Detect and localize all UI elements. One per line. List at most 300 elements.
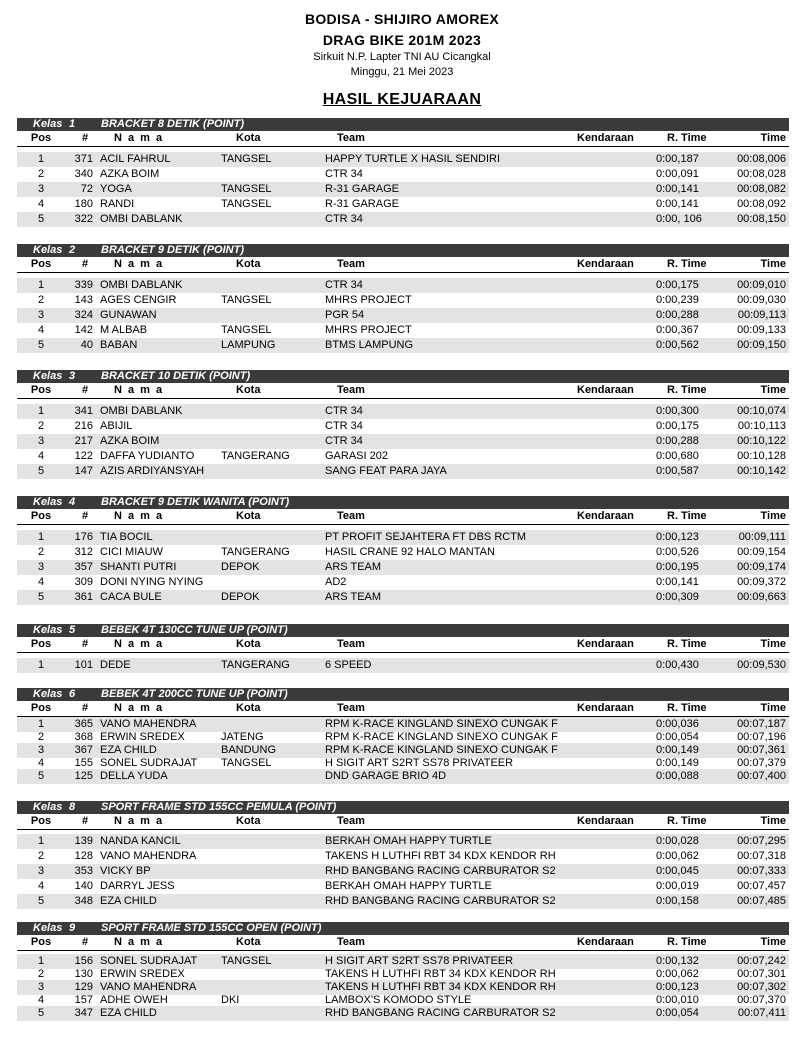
cell-time: 00:07,318 <box>737 850 786 862</box>
cell-rtime: 0:00,123 <box>656 531 699 543</box>
cell-name: BABAN <box>100 339 138 351</box>
cell-rtime: 0:00,309 <box>656 591 699 603</box>
cell-rtime: 0:00,141 <box>656 183 699 195</box>
cell-no: 125 <box>74 770 93 782</box>
cell-time: 00:10,113 <box>737 420 786 432</box>
cell-city: JATENG <box>221 731 264 743</box>
column-header-time: Time <box>760 815 786 827</box>
cell-time: 00:09,154 <box>737 546 786 558</box>
cell-name: AZKA BOIM <box>100 435 160 447</box>
cell-time: 00:09,030 <box>737 294 786 306</box>
cell-pos: 4 <box>37 450 45 462</box>
cell-no: 156 <box>74 955 93 967</box>
cell-rtime: 0:00,239 <box>656 294 699 306</box>
cell-rtime: 0:00,062 <box>656 850 699 862</box>
column-header-team: Team <box>337 258 365 270</box>
column-header-team: Team <box>337 936 365 948</box>
cell-rtime: 0:00,300 <box>656 405 699 417</box>
cell-team: PT PROFIT SEJAHTERA FT DBS RCTM <box>325 531 527 543</box>
cell-no: 361 <box>74 591 93 603</box>
class-name: SPORT FRAME STD 155CC OPEN (POINT) <box>101 922 322 934</box>
cell-pos: 1 <box>37 659 45 671</box>
table-row <box>17 575 789 590</box>
cell-no: 339 <box>74 279 93 291</box>
cell-team: RPM K-RACE KINGLAND SINEXO CUNGAK F <box>325 731 558 743</box>
header-divider <box>17 950 789 951</box>
cell-pos: 3 <box>37 561 45 573</box>
cell-pos: 1 <box>37 405 45 417</box>
table-row <box>17 560 789 575</box>
cell-pos: 1 <box>37 955 45 967</box>
cell-team: CTR 34 <box>325 213 363 225</box>
cell-name: ADHE OWEH <box>100 994 168 1006</box>
cell-pos: 5 <box>37 770 45 782</box>
cell-no: 347 <box>74 1007 93 1019</box>
cell-no: 353 <box>74 865 93 877</box>
cell-city: DEPOK <box>221 561 260 573</box>
class-name: SPORT FRAME STD 155CC PEMULA (POINT) <box>101 801 337 813</box>
cell-pos: 4 <box>37 757 45 769</box>
cell-rtime: 0:00,562 <box>656 339 699 351</box>
cell-name: NANDA KANCIL <box>100 835 181 847</box>
header-divider <box>17 829 789 830</box>
column-header-vehicle: Kendaraan <box>577 510 634 522</box>
cell-name: ABIJIL <box>100 420 133 432</box>
cell-team: SANG FEAT PARA JAYA <box>325 465 447 477</box>
cell-team: LAMBOX'S KOMODO STYLE <box>325 994 472 1006</box>
cell-rtime: 0:00,132 <box>656 955 699 967</box>
results-title: HASIL KEJUARAAN <box>322 91 482 108</box>
cell-pos: 3 <box>37 183 45 195</box>
header-divider <box>17 524 789 525</box>
cell-no: 139 <box>74 835 93 847</box>
event-date: Minggu, 21 Mei 2023 <box>350 66 454 78</box>
cell-name: EZA CHILD <box>100 1007 157 1019</box>
cell-pos: 2 <box>37 850 45 862</box>
class-header-band <box>17 118 789 131</box>
cell-name: SONEL SUDRAJAT <box>100 955 198 967</box>
cell-no: 322 <box>74 213 93 225</box>
table-row <box>17 293 789 308</box>
column-header-row <box>17 257 789 272</box>
cell-name: CICI MIAUW <box>100 546 163 558</box>
class-number: 6 <box>69 688 76 700</box>
class-label: Kelas <box>33 244 63 256</box>
column-header-name: N a m a <box>114 936 164 948</box>
column-header-rtime: R. Time <box>667 936 707 948</box>
cell-pos: 2 <box>37 731 45 743</box>
cell-time: 00:10,122 <box>737 435 786 447</box>
cell-team: CTR 34 <box>325 420 363 432</box>
cell-time: 00:07,400 <box>737 770 786 782</box>
cell-city: BANDUNG <box>221 744 277 756</box>
cell-team: H SIGIT ART S2RT SS78 PRIVATEER <box>325 955 514 967</box>
class-label: Kelas <box>33 624 63 636</box>
class-name: BRACKET 8 DETIK (POINT) <box>101 118 244 130</box>
table-row <box>17 338 789 353</box>
column-header-row <box>17 131 789 146</box>
column-header-name: N a m a <box>114 258 164 270</box>
cell-time: 00:07,333 <box>737 865 786 877</box>
cell-team: HASIL CRANE 92 HALO MANTAN <box>325 546 495 558</box>
column-header-team: Team <box>337 702 365 714</box>
table-row <box>17 308 789 323</box>
cell-no: 130 <box>74 968 93 980</box>
cell-team: GARASI 202 <box>325 450 388 462</box>
cell-team: BERKAH OMAH HAPPY TURTLE <box>325 880 492 892</box>
cell-no: 367 <box>74 744 93 756</box>
column-header-no: # <box>81 936 89 948</box>
column-header-rtime: R. Time <box>667 510 707 522</box>
cell-no: 101 <box>74 659 93 671</box>
class-number: 4 <box>69 496 76 508</box>
cell-name: DELLA YUDA <box>100 770 168 782</box>
cell-name: VANO MAHENDRA <box>100 850 197 862</box>
cell-pos: 3 <box>37 981 45 993</box>
column-header-team: Team <box>337 384 365 396</box>
cell-name: DEDE <box>100 659 131 671</box>
column-header-row <box>17 383 789 398</box>
cell-time: 00:07,361 <box>737 744 786 756</box>
cell-time: 00:08,150 <box>737 213 786 225</box>
class-name: BRACKET 9 DETIK (POINT) <box>101 244 244 256</box>
cell-team: 6 SPEED <box>325 659 372 671</box>
table-row <box>17 278 789 293</box>
cell-rtime: 0:00,587 <box>656 465 699 477</box>
class-number: 8 <box>69 801 76 813</box>
cell-name: RANDI <box>100 198 135 210</box>
cell-team: HAPPY TURTLE X HASIL SENDIRI <box>325 153 501 165</box>
cell-name: VANO MAHENDRA <box>100 981 197 993</box>
cell-no: 140 <box>74 880 93 892</box>
cell-rtime: 0:00,175 <box>656 420 699 432</box>
cell-name: DONI NYING NYING <box>100 576 204 588</box>
cell-pos: 2 <box>37 294 45 306</box>
cell-time: 00:09,663 <box>737 591 786 603</box>
cell-name: TIA BOCIL <box>100 531 153 543</box>
cell-pos: 4 <box>37 324 45 336</box>
cell-pos: 5 <box>37 339 45 351</box>
column-header-no: # <box>81 638 89 650</box>
table-row <box>17 449 789 464</box>
cell-team: RHD BANGBANG RACING CARBURATOR S2 <box>325 865 556 877</box>
table-row <box>17 1006 789 1021</box>
cell-pos: 3 <box>37 435 45 447</box>
class-header-band <box>17 496 789 509</box>
column-header-city: Kota <box>236 702 261 714</box>
cell-name: DAFFA YUDIANTO <box>100 450 195 462</box>
column-header-team: Team <box>337 815 365 827</box>
column-header-pos: Pos <box>30 638 52 650</box>
table-row <box>17 197 789 212</box>
cell-pos: 1 <box>37 718 45 730</box>
column-header-row <box>17 637 789 652</box>
cell-no: 40 <box>80 339 93 351</box>
cell-name: GUNAWAN <box>100 309 157 321</box>
column-header-name: N a m a <box>114 638 164 650</box>
cell-team: MHRS PROJECT <box>325 294 412 306</box>
column-header-team: Team <box>337 510 365 522</box>
cell-pos: 3 <box>37 865 45 877</box>
column-header-time: Time <box>760 258 786 270</box>
class-header-band <box>17 244 789 257</box>
cell-pos: 5 <box>37 1007 45 1019</box>
cell-time: 00:07,302 <box>737 981 786 993</box>
cell-pos: 1 <box>37 835 45 847</box>
cell-name: OMBI DABLANK <box>100 405 183 417</box>
column-header-row <box>17 701 789 716</box>
column-header-city: Kota <box>236 384 261 396</box>
column-header-vehicle: Kendaraan <box>577 132 634 144</box>
table-row <box>17 590 789 605</box>
class-header-band <box>17 624 789 637</box>
column-header-row <box>17 509 789 524</box>
cell-team: RHD BANGBANG RACING CARBURATOR S2 <box>325 895 556 907</box>
table-row <box>17 167 789 182</box>
cell-time: 00:07,242 <box>737 955 786 967</box>
cell-pos: 5 <box>37 895 45 907</box>
column-header-name: N a m a <box>114 132 164 144</box>
column-header-pos: Pos <box>30 258 52 270</box>
column-header-vehicle: Kendaraan <box>577 815 634 827</box>
class-header-band <box>17 801 789 814</box>
column-header-pos: Pos <box>30 510 52 522</box>
table-row <box>17 849 789 864</box>
class-label: Kelas <box>33 496 63 508</box>
cell-no: 128 <box>74 850 93 862</box>
cell-time: 00:09,133 <box>737 324 786 336</box>
cell-team: RPM K-RACE KINGLAND SINEXO CUNGAK F <box>325 718 558 730</box>
cell-team: R-31 GARAGE <box>325 198 399 210</box>
cell-rtime: 0:00,091 <box>656 168 699 180</box>
cell-no: 129 <box>74 981 93 993</box>
cell-city: TANGSEL <box>221 183 272 195</box>
column-header-rtime: R. Time <box>667 815 707 827</box>
column-header-time: Time <box>760 702 786 714</box>
column-header-pos: Pos <box>30 936 52 948</box>
column-header-rtime: R. Time <box>667 258 707 270</box>
cell-city: TANGSEL <box>221 198 272 210</box>
cell-name: ERWIN SREDEX <box>100 731 185 743</box>
cell-rtime: 0:00,187 <box>656 153 699 165</box>
column-header-no: # <box>81 258 89 270</box>
cell-name: VICKY BP <box>100 865 151 877</box>
column-header-name: N a m a <box>114 384 164 396</box>
table-row <box>17 545 789 560</box>
cell-no: 216 <box>74 420 93 432</box>
class-label: Kelas <box>33 801 63 813</box>
cell-rtime: 0:00,288 <box>656 309 699 321</box>
cell-no: 348 <box>74 895 93 907</box>
table-row <box>17 152 789 167</box>
column-header-name: N a m a <box>114 510 164 522</box>
cell-rtime: 0:00,141 <box>656 198 699 210</box>
cell-pos: 4 <box>37 994 45 1006</box>
cell-pos: 1 <box>37 153 45 165</box>
event-subtitle: DRAG BIKE 201M 2023 <box>322 32 482 48</box>
cell-team: MHRS PROJECT <box>325 324 412 336</box>
cell-time: 00:07,457 <box>737 880 786 892</box>
cell-team: TAKENS H LUTHFI RBT 34 KDX KENDOR RH <box>325 968 556 980</box>
cell-city: DKI <box>221 994 240 1006</box>
cell-team: H SIGIT ART S2RT SS78 PRIVATEER <box>325 757 514 769</box>
table-row <box>17 323 789 338</box>
column-header-city: Kota <box>236 132 261 144</box>
table-row <box>17 769 789 784</box>
cell-rtime: 0:00,028 <box>656 835 699 847</box>
cell-team: ARS TEAM <box>325 561 382 573</box>
cell-rtime: 0:00,054 <box>656 731 699 743</box>
class-number: 9 <box>69 922 76 934</box>
cell-city: TANGERANG <box>221 450 290 462</box>
class-header-band <box>17 688 789 701</box>
class-name: BEBEK 4T 200CC TUNE UP (POINT) <box>101 688 288 700</box>
cell-rtime: 0:00,088 <box>656 770 699 782</box>
cell-time: 00:08,006 <box>737 153 786 165</box>
column-header-no: # <box>81 510 89 522</box>
cell-time: 00:07,370 <box>737 994 786 1006</box>
cell-pos: 4 <box>37 576 45 588</box>
class-name: BRACKET 10 DETIK (POINT) <box>101 370 251 382</box>
cell-name: M ALBAB <box>100 324 148 336</box>
class-header-band <box>17 922 789 935</box>
cell-no: 176 <box>74 531 93 543</box>
column-header-rtime: R. Time <box>667 638 707 650</box>
column-header-pos: Pos <box>30 132 52 144</box>
column-header-vehicle: Kendaraan <box>577 384 634 396</box>
cell-pos: 4 <box>37 198 45 210</box>
cell-rtime: 0:00,195 <box>656 561 699 573</box>
cell-rtime: 0:00,149 <box>656 744 699 756</box>
cell-name: VANO MAHENDRA <box>100 718 197 730</box>
cell-pos: 1 <box>37 531 45 543</box>
column-header-vehicle: Kendaraan <box>577 258 634 270</box>
column-header-name: N a m a <box>114 702 164 714</box>
column-header-pos: Pos <box>30 815 52 827</box>
cell-time: 00:10,074 <box>737 405 786 417</box>
cell-rtime: 0:00,141 <box>656 576 699 588</box>
class-label: Kelas <box>33 922 63 934</box>
column-header-team: Team <box>337 132 365 144</box>
column-header-no: # <box>81 702 89 714</box>
cell-no: 155 <box>74 757 93 769</box>
cell-pos: 3 <box>37 744 45 756</box>
cell-no: 147 <box>74 465 93 477</box>
class-label: Kelas <box>33 688 63 700</box>
cell-no: 72 <box>80 183 93 195</box>
cell-rtime: 0:00,010 <box>656 994 699 1006</box>
table-row <box>17 864 789 879</box>
column-header-city: Kota <box>236 510 261 522</box>
cell-name: OMBI DABLANK <box>100 213 183 225</box>
cell-team: CTR 34 <box>325 168 363 180</box>
cell-rtime: 0:00,036 <box>656 718 699 730</box>
table-row <box>17 530 789 545</box>
cell-no: 324 <box>74 309 93 321</box>
header-divider <box>17 652 789 653</box>
cell-name: ACIL FAHRUL <box>100 153 171 165</box>
table-row <box>17 434 789 449</box>
column-header-rtime: R. Time <box>667 384 707 396</box>
column-header-time: Time <box>760 638 786 650</box>
column-header-pos: Pos <box>30 384 52 396</box>
cell-time: 00:07,411 <box>737 1007 786 1019</box>
table-row <box>17 658 789 673</box>
class-header-band <box>17 370 789 383</box>
table-row <box>17 879 789 894</box>
cell-rtime: 0:00,288 <box>656 435 699 447</box>
cell-name: AZKA BOIM <box>100 168 160 180</box>
cell-pos: 2 <box>37 168 45 180</box>
header-divider <box>17 398 789 399</box>
class-number: 5 <box>69 624 76 636</box>
cell-team: DND GARAGE BRIO 4D <box>325 770 447 782</box>
column-header-city: Kota <box>236 638 261 650</box>
cell-time: 00:08,092 <box>737 198 786 210</box>
cell-city: TANGSEL <box>221 324 272 336</box>
cell-pos: 2 <box>37 546 45 558</box>
cell-rtime: 0:00,054 <box>656 1007 699 1019</box>
cell-city: TANGSEL <box>221 294 272 306</box>
cell-name: YOGA <box>100 183 132 195</box>
header-divider <box>17 272 789 273</box>
column-header-name: N a m a <box>114 815 164 827</box>
cell-no: 371 <box>74 153 93 165</box>
column-header-vehicle: Kendaraan <box>577 638 634 650</box>
column-header-no: # <box>81 384 89 396</box>
cell-rtime: 0:00,158 <box>656 895 699 907</box>
event-venue: Sirkuit N.P. Lapter TNI AU Cicangkal <box>313 51 491 63</box>
cell-time: 00:09,372 <box>737 576 786 588</box>
header-divider <box>17 146 789 147</box>
cell-name: SONEL SUDRAJAT <box>100 757 198 769</box>
cell-name: DARRYL JESS <box>100 880 175 892</box>
cell-time: 00:09,113 <box>737 309 786 321</box>
column-header-city: Kota <box>236 936 261 948</box>
cell-name: ERWIN SREDEX <box>100 968 185 980</box>
cell-time: 00:09,174 <box>737 561 786 573</box>
event-title: BODISA - SHIJIRO AMOREX <box>304 11 500 27</box>
cell-city: DEPOK <box>221 591 260 603</box>
cell-pos: 5 <box>37 465 45 477</box>
cell-no: 309 <box>74 576 93 588</box>
cell-no: 341 <box>74 405 93 417</box>
column-header-city: Kota <box>236 815 261 827</box>
table-row <box>17 464 789 479</box>
cell-no: 122 <box>74 450 93 462</box>
class-label: Kelas <box>33 370 63 382</box>
column-header-no: # <box>81 815 89 827</box>
column-header-time: Time <box>760 936 786 948</box>
class-name: BEBEK 4T 130CC TUNE UP (POINT) <box>101 624 288 636</box>
cell-city: LAMPUNG <box>221 339 276 351</box>
cell-rtime: 0:00,367 <box>656 324 699 336</box>
cell-no: 143 <box>74 294 93 306</box>
cell-team: BTMS LAMPUNG <box>325 339 414 351</box>
column-header-vehicle: Kendaraan <box>577 702 634 714</box>
table-row <box>17 404 789 419</box>
cell-no: 217 <box>74 435 93 447</box>
cell-pos: 5 <box>37 591 45 603</box>
cell-team: R-31 GARAGE <box>325 183 399 195</box>
class-label: Kelas <box>33 118 63 130</box>
cell-no: 180 <box>74 198 93 210</box>
cell-time: 00:07,187 <box>737 718 786 730</box>
cell-rtime: 0:00,019 <box>656 880 699 892</box>
cell-team: CTR 34 <box>325 279 363 291</box>
cell-time: 00:09,150 <box>737 339 786 351</box>
column-header-team: Team <box>337 638 365 650</box>
